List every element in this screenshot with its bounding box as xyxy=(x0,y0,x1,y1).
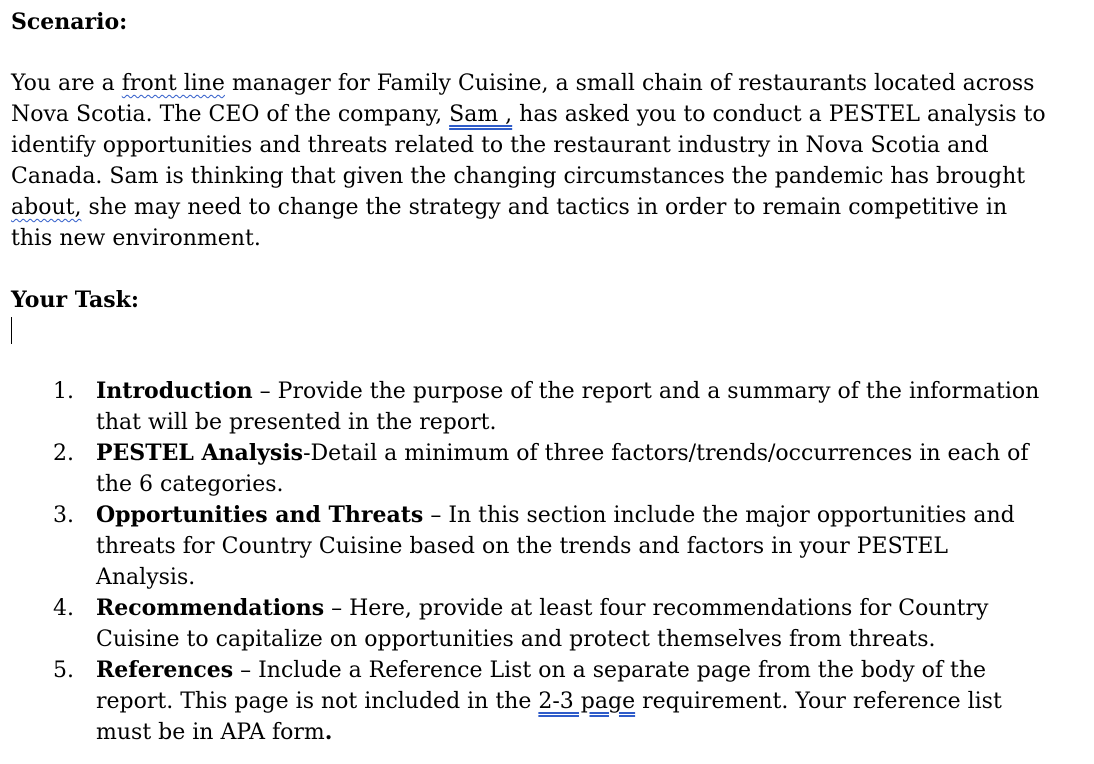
item-text: – Provide the purpose of the report and a summary of the information xyxy=(252,379,1040,404)
item-text: must be in APA form xyxy=(96,720,325,745)
item-line xyxy=(96,717,1093,748)
list-item xyxy=(53,500,1093,593)
scenario-line: Canada. Sam is thinking that given the changing circumstances the pandemic has brought xyxy=(11,164,1026,189)
scenario-line xyxy=(11,99,1086,130)
item-title: Introduction xyxy=(96,378,253,404)
text-run: Nova Scotia. The CEO of the company, xyxy=(11,102,450,127)
scenario-paragraph xyxy=(11,68,1086,254)
text-run: she may need to change the strategy and tactics in order to remain competitive in xyxy=(81,195,1008,220)
list-number: 1. xyxy=(53,379,74,404)
item-line xyxy=(96,686,1093,717)
item-text: -Detail a minimum of three factors/trends/occurrences in each of xyxy=(303,441,1029,466)
text-cursor xyxy=(11,317,12,344)
item-title: PESTEL Analysis xyxy=(96,440,304,466)
scenario-heading: Scenario: xyxy=(11,9,128,35)
item-text: – In this section include the major opportunities and xyxy=(423,503,1015,528)
grammar-flag[interactable]: front line xyxy=(121,71,225,96)
item-line xyxy=(96,438,1093,469)
item-text: requirement. Your reference list xyxy=(635,689,1002,714)
item-line: Cuisine to capitalize on opportunities and protect themselves from threats. xyxy=(96,627,936,652)
item-text: – Here, provide at least four recommendations for Country xyxy=(324,596,989,621)
item-text: – Include a Reference List on a separate page from the body of the xyxy=(233,658,987,683)
item-line xyxy=(96,655,1093,686)
task-heading: Your Task: xyxy=(11,287,139,313)
item-line: the 6 categories. xyxy=(96,472,284,497)
list-item xyxy=(53,438,1093,500)
list-item xyxy=(53,655,1093,748)
scenario-line xyxy=(11,192,1086,223)
grammar-flag[interactable]: Sam , xyxy=(449,102,513,127)
item-line: Analysis. xyxy=(96,565,196,590)
item-line: that will be presented in the report. xyxy=(96,410,497,435)
text-run: manager for Family Cuisine, a small chain of restaurants located across xyxy=(224,71,1035,96)
item-line xyxy=(96,376,1093,407)
text-run: You are a xyxy=(11,71,122,96)
list-number: 5. xyxy=(53,658,74,683)
scenario-line: this new environment. xyxy=(11,226,261,251)
list-number: 2. xyxy=(53,441,74,466)
list-item xyxy=(53,593,1093,655)
scenario-line: identify opportunities and threats related to the restaurant industry in Nova Scotia and xyxy=(11,133,989,158)
item-title: References xyxy=(96,657,234,683)
item-title: Opportunities and Threats xyxy=(96,502,424,528)
grammar-flag[interactable]: 2-3 page xyxy=(538,689,636,714)
list-number: 4. xyxy=(53,596,74,621)
item-text: report. This page is not included in the xyxy=(96,689,539,714)
item-title: Recommendations xyxy=(96,595,325,621)
grammar-flag[interactable]: about, xyxy=(11,195,82,220)
item-line xyxy=(96,500,1093,531)
scenario-line xyxy=(11,68,1086,99)
list-number: 3. xyxy=(53,503,74,528)
item-line xyxy=(96,593,1093,624)
item-line: threats for Country Cuisine based on the trends and factors in your PESTEL xyxy=(96,534,949,559)
text-run: has asked you to conduct a PESTEL analysis to xyxy=(512,102,1046,127)
list-item xyxy=(53,376,1093,438)
task-list xyxy=(53,376,1093,748)
item-text-period: . xyxy=(324,719,333,745)
